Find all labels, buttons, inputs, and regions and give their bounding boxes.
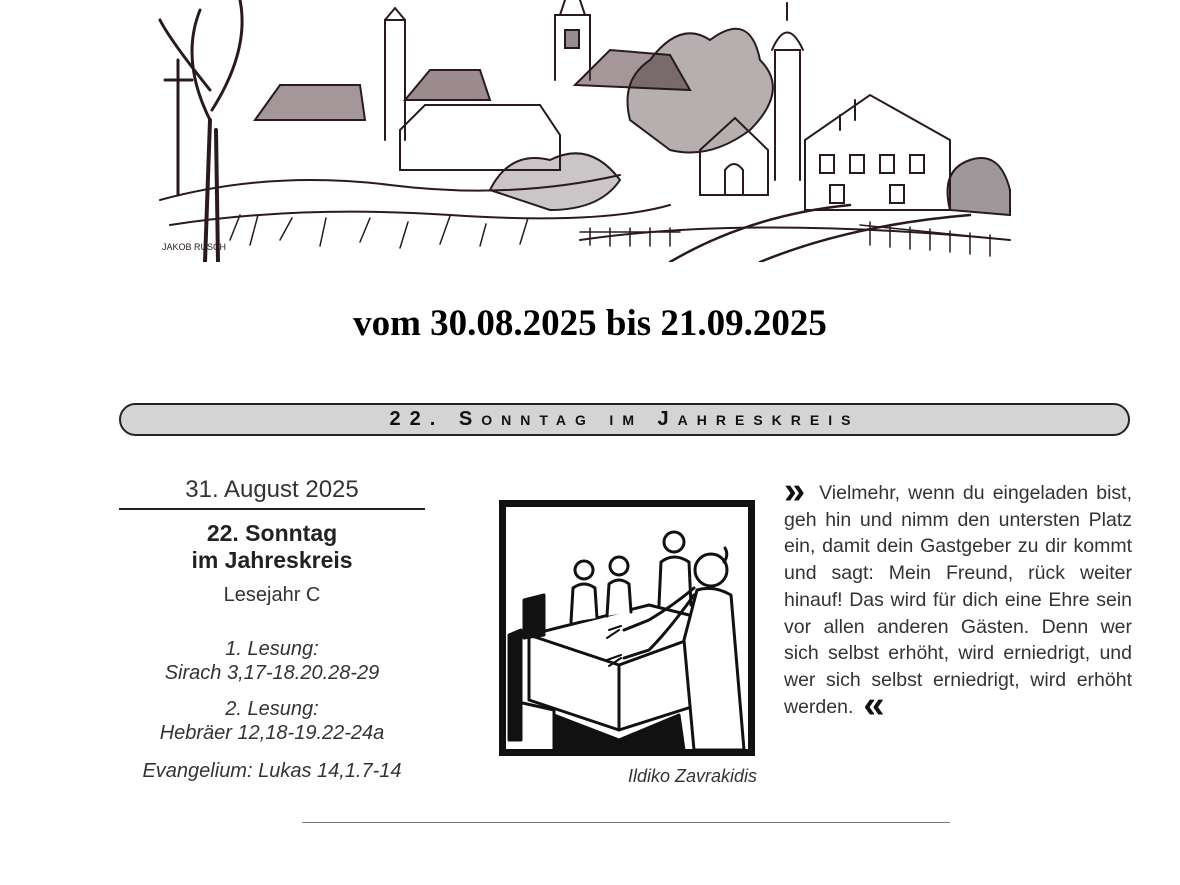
gospel-illustration <box>499 500 755 756</box>
second-reading-reference: Hebräer 12,18-19.22-24a <box>159 722 385 744</box>
lesejahr-label: Lesejahr C <box>223 584 321 606</box>
liturgy-title <box>119 520 425 574</box>
illustration-credit: Ildiko Zavrakidis <box>627 766 758 786</box>
first-reading <box>119 637 425 685</box>
liturgy-title-line2: im Jahreskreis <box>191 547 353 573</box>
second-reading-label: 2. Lesung: <box>225 698 319 720</box>
liturgy-date: 31. August 2025 <box>119 476 425 510</box>
liturgy-title-line1: 22. Sonntag <box>206 520 338 546</box>
liturgy-info <box>119 476 425 783</box>
first-reading-reference: Sirach 3,17-18.20.28-29 <box>164 662 380 684</box>
sunday-banner: 22. Sonntag im Jahreskreis <box>119 403 1130 436</box>
sketch-signature: JAKOB RUSCH <box>162 242 227 252</box>
second-reading <box>119 697 425 745</box>
date-range-heading: vom 30.08.2025 bis 21.09.2025 <box>353 303 827 344</box>
quote-text: Vielmehr, wenn du eingeladen bist, geh hin und nimm den untersten Platz ein, damit dein Gastgeber zu dir kommt und sagt: Mein Freund, rück weiter hinauf! Das wird für dich eine Ehre sein vor allen anderen Gästen. Denn wer sich selbst erhöht, wird erniedrigt, und wer sich selbst erniedrigt, wird erhöht werden. <box>784 482 1132 718</box>
village-sketch-illustration <box>150 0 1020 262</box>
bottom-divider <box>302 822 950 823</box>
gospel-quote <box>784 470 1132 726</box>
first-reading-label: 1. Lesung: <box>225 638 319 660</box>
gospel-reference: Evangelium: Lukas 14,1.7-14 <box>142 760 402 782</box>
open-quote-mark: » <box>784 470 806 512</box>
close-quote-mark: « <box>863 683 885 726</box>
